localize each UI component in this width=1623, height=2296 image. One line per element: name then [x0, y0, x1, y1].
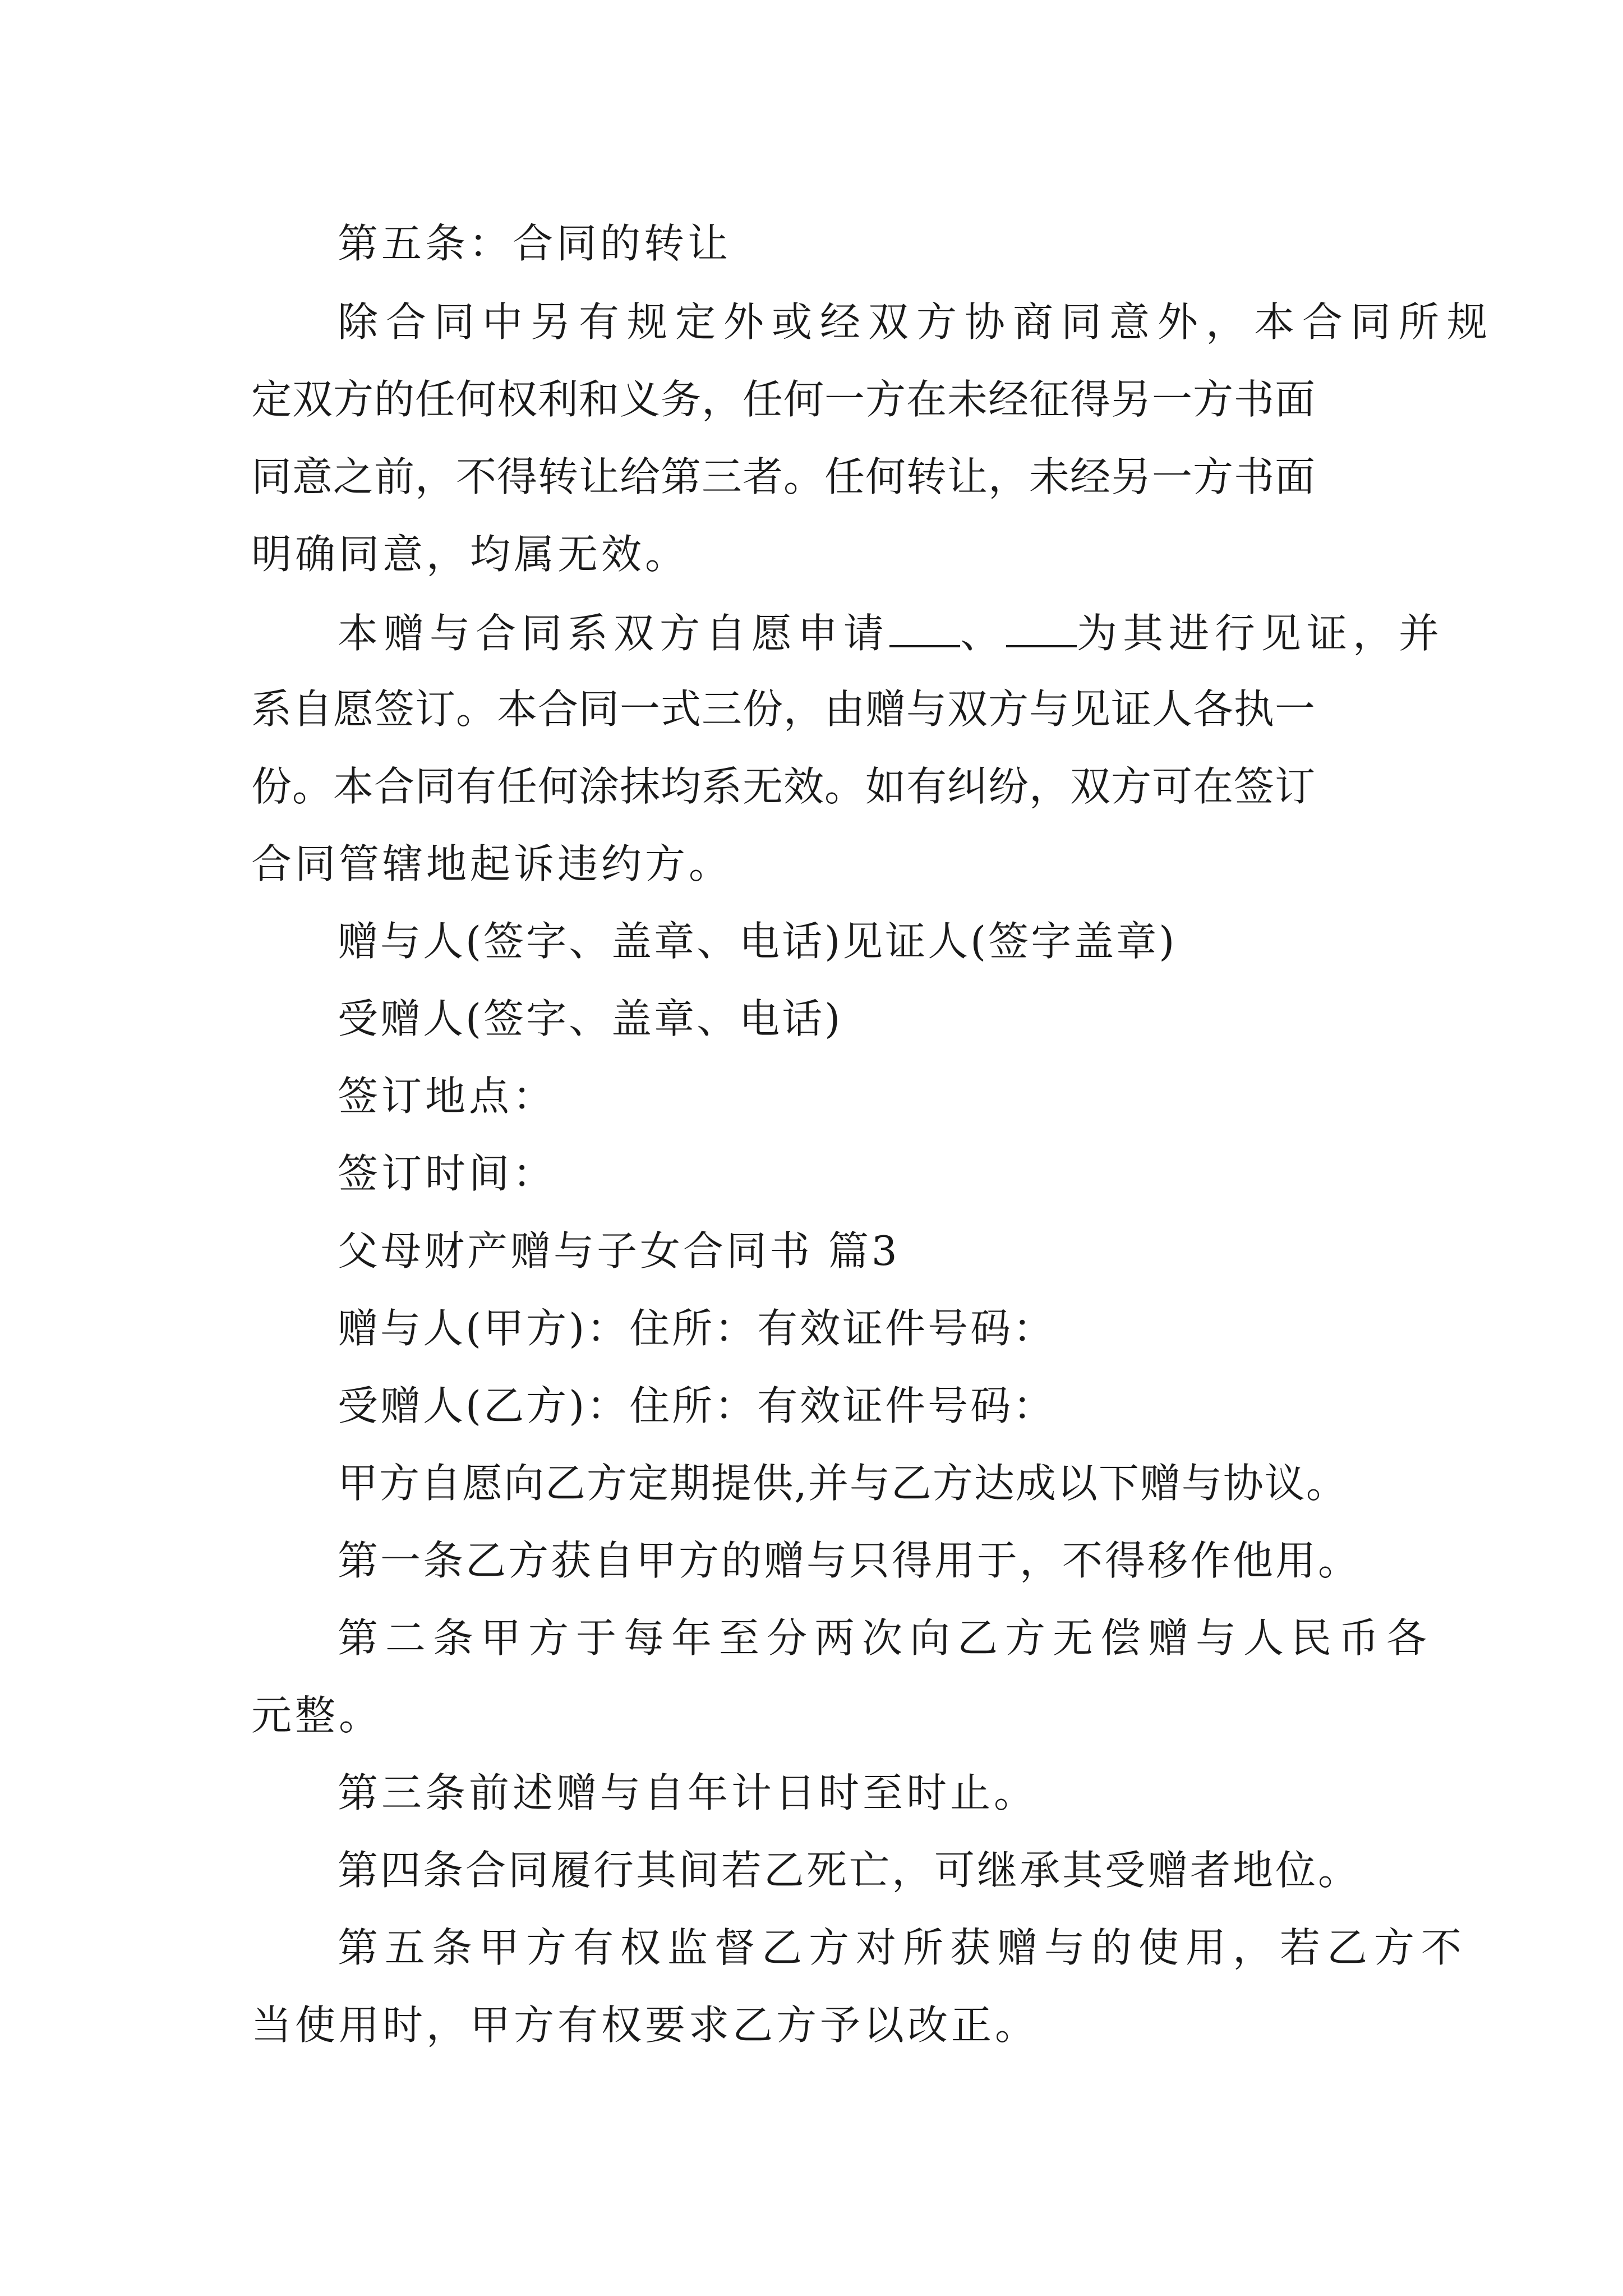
- witness-blank-2: [1006, 611, 1077, 647]
- clause-5-heading: 第五条：合同的转让: [338, 220, 732, 267]
- party-a-line: 赠与人(甲方)：住所：有效证件号码：: [338, 1305, 1056, 1352]
- donor-signature-line: 赠与人(签字、盖章、电话)见证人(签字盖章): [338, 918, 1177, 965]
- paragraph-line: 明确同意，均属无效。: [251, 531, 689, 578]
- article-2-line: 元整。: [251, 1692, 383, 1739]
- section-title: 父母财产赠与子女合同书 篇3: [338, 1227, 900, 1274]
- paragraph-line: 系自愿签订。本合同一式三份，由赠与双方与见证人各执一: [251, 685, 1316, 733]
- witness-text-start: 本赠与合同系双方自愿申请: [338, 610, 890, 657]
- paragraph-line: 份。本合同有任何涂抹均系无效。如有纠纷，双方可在签订: [251, 763, 1316, 810]
- donee-signature-line: 受赠人(签字、盖章、电话): [338, 995, 843, 1042]
- signing-time-label: 签订时间：: [338, 1150, 557, 1197]
- signing-place-label: 签订地点：: [338, 1073, 557, 1120]
- witness-blank-1: [889, 611, 960, 647]
- paragraph-line: 合同管辖地起诉违约方。: [251, 840, 733, 887]
- article-1: 第一条乙方获自甲方的赠与只得用于，不得移作他用。: [338, 1537, 1361, 1584]
- article-2-line: 第二条甲方于每年至分两次向乙方无偿赠与人民币各: [338, 1614, 1435, 1662]
- article-4: 第四条合同履行其间若乙死亡，可继承其受赠者地位。: [338, 1847, 1361, 1894]
- article-3: 第三条前述赠与自年计日时至时止。: [338, 1769, 1038, 1816]
- witness-separator: 、: [960, 610, 1007, 657]
- article-5-line: 第五条甲方有权监督乙方对所获赠与的使用，若乙方不: [338, 1924, 1469, 1971]
- paragraph-line: 除合同中另有规定外或经双方协商同意外，本合同所规: [338, 298, 1496, 346]
- party-b-line: 受赠人(乙方)：住所：有效证件号码：: [338, 1382, 1056, 1429]
- paragraph-line: 定双方的任何权利和义务，任何一方在未经征得另一方书面: [251, 376, 1316, 423]
- article-5-line: 当使用时，甲方有权要求乙方予以改正。: [251, 2001, 1039, 2049]
- agreement-intro: 甲方自愿向乙方定期提供,并与乙方达成以下赠与协议。: [338, 1460, 1348, 1507]
- witness-text-end: 为其进行见证，并: [1077, 610, 1445, 657]
- witness-paragraph-line: [0, 610, 1623, 657]
- paragraph-line: 同意之前，不得转让给第三者。任何转让，未经另一方书面: [251, 453, 1316, 500]
